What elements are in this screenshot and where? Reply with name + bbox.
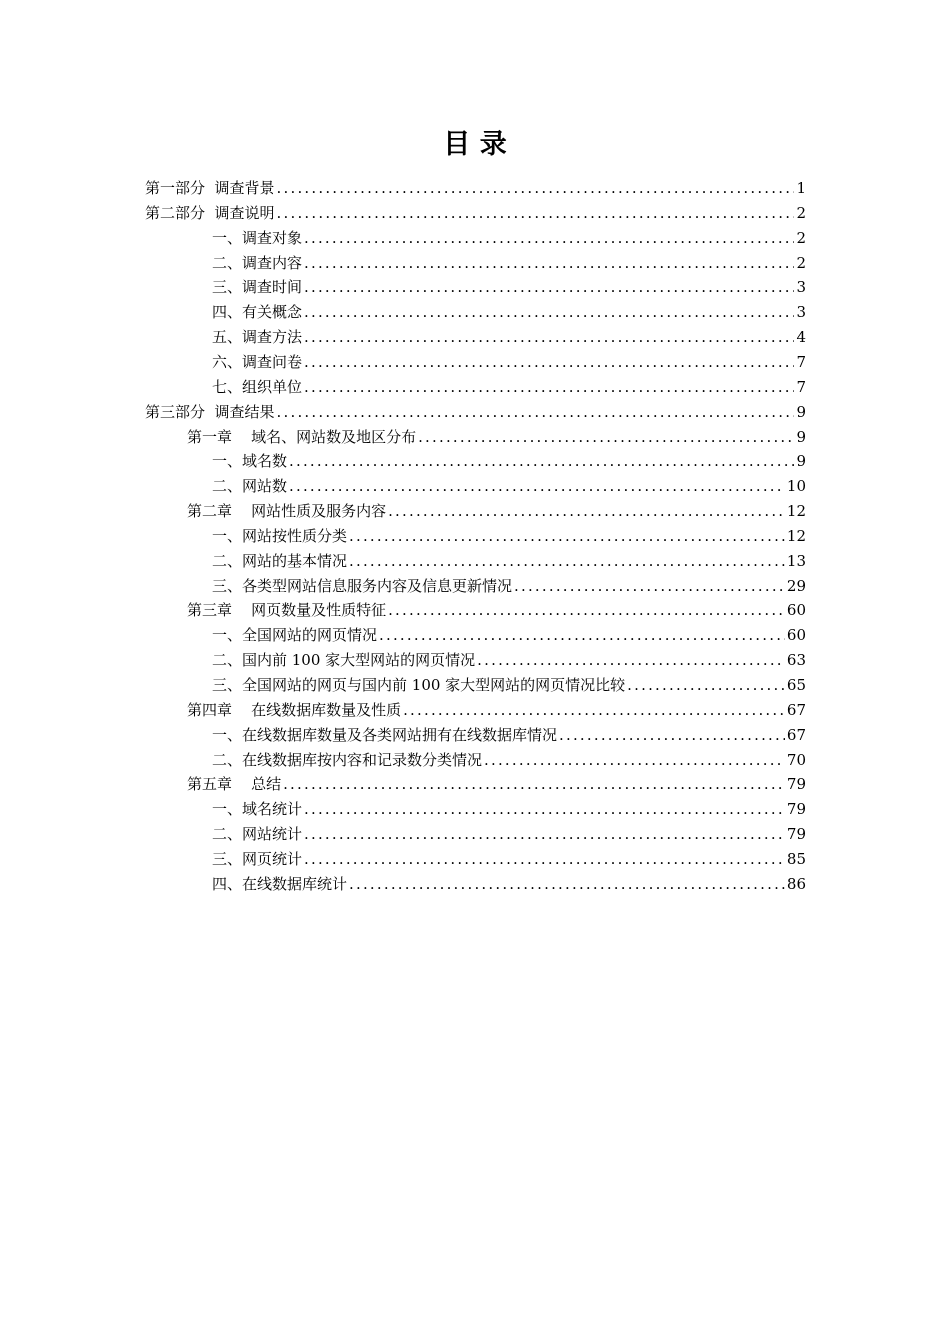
toc-entry-label: 第五章 总结 — [187, 775, 282, 793]
toc-leader-dots — [304, 228, 794, 248]
toc-leader-dots — [349, 551, 785, 571]
toc-entry-label: 二、在线数据库按内容和记录数分类情况 — [212, 751, 483, 769]
toc-leader-dots — [559, 725, 785, 745]
toc-leader-dots — [418, 427, 794, 447]
toc-entry-page-number: 65 — [786, 676, 806, 694]
toc-entry-label: 二、网站数 — [212, 477, 288, 495]
toc-leader-dots — [277, 402, 795, 422]
toc-entry[interactable] — [212, 721, 806, 745]
toc-leader-dots — [304, 849, 785, 869]
toc-entry-label: 第三部分 调查结果 — [145, 403, 275, 421]
toc-leader-dots — [289, 476, 785, 496]
toc-leader-dots — [304, 824, 785, 844]
toc-entry-label: 六、调查问卷 — [212, 353, 303, 371]
toc-entry-page-number: 86 — [786, 875, 806, 893]
toc-leader-dots — [477, 650, 785, 670]
toc-entry-label: 一、调查对象 — [212, 229, 303, 247]
toc-entry-label: 三、各类型网站信息服务内容及信息更新情况 — [212, 577, 513, 595]
toc-entry-page-number: 13 — [786, 552, 806, 570]
toc-entry-page-number: 9 — [796, 403, 806, 421]
toc-leader-dots — [304, 277, 794, 297]
toc-leader-dots — [277, 203, 795, 223]
toc-entry[interactable] — [145, 398, 806, 422]
toc-leader-dots — [289, 451, 794, 471]
toc-entry[interactable] — [187, 497, 806, 521]
toc-leader-dots — [349, 526, 785, 546]
toc-entry-page-number: 10 — [786, 477, 806, 495]
toc-leader-dots — [304, 352, 794, 372]
toc-entry[interactable] — [212, 845, 806, 869]
toc-entry-label: 第四章 在线数据库数量及性质 — [187, 701, 402, 719]
toc-leader-dots — [304, 327, 794, 347]
toc-entry-page-number: 4 — [796, 328, 806, 346]
toc-entry-page-number: 9 — [796, 428, 806, 446]
toc-entry[interactable] — [212, 547, 806, 571]
toc-leader-dots — [388, 501, 785, 521]
toc-leader-dots — [627, 675, 785, 695]
toc-entry-label: 五、调查方法 — [212, 328, 303, 346]
toc-entry[interactable] — [212, 249, 806, 273]
toc-leader-dots — [304, 377, 794, 397]
toc-entry-label: 三、调查时间 — [212, 278, 303, 296]
toc-entry-label: 一、在线数据库数量及各类网站拥有在线数据库情况 — [212, 726, 558, 744]
toc-entry[interactable] — [212, 572, 806, 596]
toc-entry-label: 二、调查内容 — [212, 254, 303, 272]
toc-entry[interactable] — [212, 472, 806, 496]
toc-entry-label: 第一部分 调查背景 — [145, 179, 275, 197]
toc-entry-label: 第二部分 调查说明 — [145, 204, 275, 222]
toc-entry[interactable] — [212, 323, 806, 347]
toc-entry-label: 四、有关概念 — [212, 303, 303, 321]
toc-entry-label: 一、网站按性质分类 — [212, 527, 348, 545]
toc-entry[interactable] — [212, 522, 806, 546]
toc-leader-dots — [349, 874, 785, 894]
toc-entry-page-number: 85 — [786, 850, 806, 868]
toc-entry-page-number: 2 — [796, 204, 806, 222]
toc-entry[interactable] — [145, 174, 806, 198]
toc-entry[interactable] — [212, 820, 806, 844]
toc-entry[interactable] — [187, 696, 806, 720]
toc-entry-label: 第二章 网站性质及服务内容 — [187, 502, 387, 520]
toc-entry-label: 二、网站统计 — [212, 825, 303, 843]
toc-entry-page-number: 12 — [786, 502, 806, 520]
toc-entry-page-number: 70 — [786, 751, 806, 769]
toc-entry[interactable] — [212, 373, 806, 397]
toc-entry-page-number: 60 — [786, 626, 806, 644]
toc-entry-page-number: 67 — [786, 726, 806, 744]
toc-entry-page-number: 63 — [786, 651, 806, 669]
toc-leader-dots — [379, 625, 785, 645]
toc-leader-dots — [304, 799, 785, 819]
toc-entry[interactable] — [212, 746, 806, 770]
toc-entry-page-number: 67 — [786, 701, 806, 719]
toc-entry-page-number: 7 — [796, 353, 806, 371]
toc-entry-page-number: 3 — [796, 303, 806, 321]
toc-entry[interactable] — [212, 870, 806, 894]
toc-entry[interactable] — [187, 423, 806, 447]
toc-entry-label: 第一章 域名、网站数及地区分布 — [187, 428, 417, 446]
toc-entry-label: 第三章 网页数量及性质特征 — [187, 601, 387, 619]
toc-entry-page-number: 9 — [796, 452, 806, 470]
toc-entry[interactable] — [187, 596, 806, 620]
toc-entry[interactable] — [212, 621, 806, 645]
toc-entry[interactable] — [212, 795, 806, 819]
toc-entry[interactable] — [212, 298, 806, 322]
toc-leader-dots — [403, 700, 785, 720]
toc-entry-page-number: 3 — [796, 278, 806, 296]
toc-entry-page-number: 2 — [796, 229, 806, 247]
toc-entry[interactable] — [212, 447, 806, 471]
toc-entry-page-number: 29 — [786, 577, 806, 595]
toc-leader-dots — [283, 774, 785, 794]
toc-entry-page-number: 1 — [796, 179, 806, 197]
toc-entry[interactable] — [212, 671, 806, 695]
toc-entry-label: 二、国内前 100 家大型网站的网页情况 — [212, 651, 476, 669]
toc-entry[interactable] — [187, 770, 806, 794]
page-title: 目 录 — [443, 129, 507, 160]
toc-entry[interactable] — [212, 646, 806, 670]
toc-leader-dots — [514, 576, 785, 596]
toc-leader-dots — [484, 750, 785, 770]
toc-entry-label: 三、网页统计 — [212, 850, 303, 868]
toc-entry-label: 一、全国网站的网页情况 — [212, 626, 378, 644]
toc-entry-page-number: 79 — [786, 825, 806, 843]
toc-entry-label: 七、组织单位 — [212, 378, 303, 396]
toc-entry-page-number: 79 — [786, 775, 806, 793]
toc-entry-label: 四、在线数据库统计 — [212, 875, 348, 893]
toc-leader-dots — [277, 178, 795, 198]
toc-entry-page-number: 79 — [786, 800, 806, 818]
toc-entry-page-number: 12 — [786, 527, 806, 545]
toc-entry-page-number: 2 — [796, 254, 806, 272]
toc-leader-dots — [304, 253, 794, 273]
toc-entry-page-number: 60 — [786, 601, 806, 619]
toc-entry[interactable] — [145, 199, 806, 223]
toc-entry[interactable] — [212, 273, 806, 297]
toc-entry-label: 三、全国网站的网页与国内前 100 家大型网站的网页情况比较 — [212, 676, 626, 694]
toc-entry-label: 一、域名数 — [212, 452, 288, 470]
toc-leader-dots — [304, 302, 794, 322]
toc-entry-page-number: 7 — [796, 378, 806, 396]
toc-entry-label: 一、域名统计 — [212, 800, 303, 818]
toc-entry-label: 二、网站的基本情况 — [212, 552, 348, 570]
toc-entry[interactable] — [212, 348, 806, 372]
toc-entry[interactable] — [212, 224, 806, 248]
toc-leader-dots — [388, 600, 785, 620]
